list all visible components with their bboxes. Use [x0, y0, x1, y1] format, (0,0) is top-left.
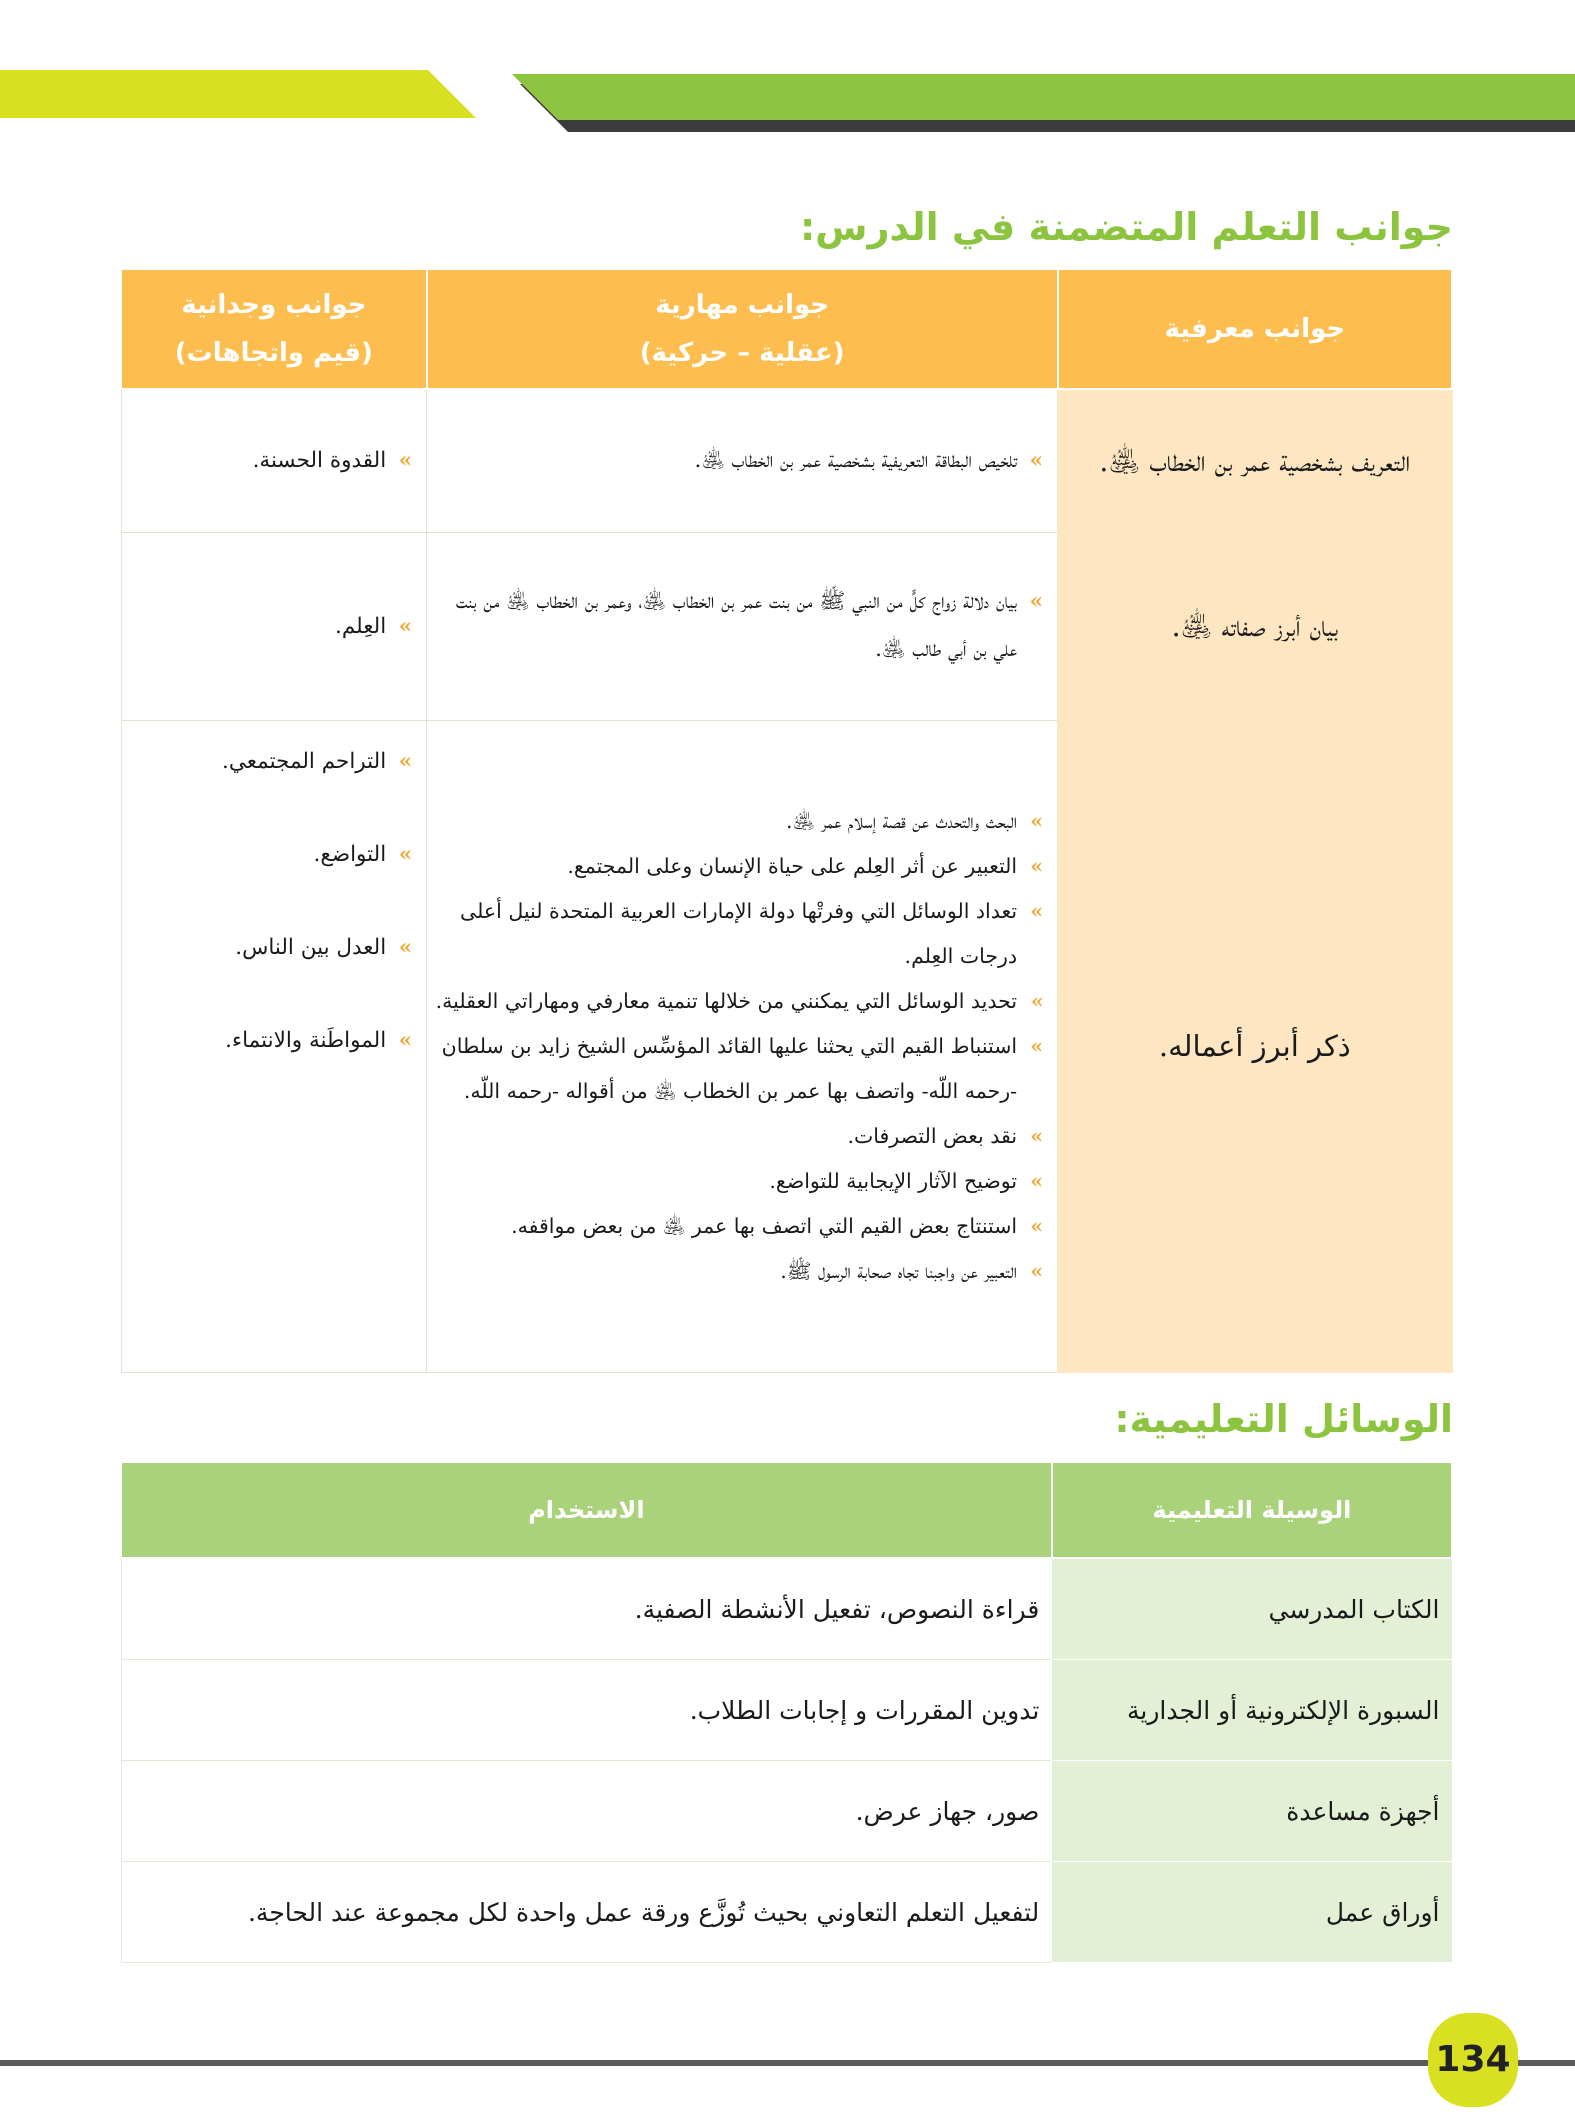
table-row: [121, 532, 1452, 720]
header-use: الاستخدام: [121, 1462, 1052, 1558]
skill-item: » استنباط القيم التي يحثنا عليها القائد المؤسِّس الشيخ زايد بن سلطان -رحمه اللّه- واتصف بها عمر بن الخطاب ﵁ من أقواله -رحمه اللّه.: [435, 1024, 1043, 1114]
header-tool: الوسيلة التعليمية: [1052, 1462, 1452, 1558]
affective-cell: [121, 532, 427, 720]
affective-item: » العِلم.: [130, 604, 413, 649]
table-row: [121, 720, 1452, 1372]
top-decorative-banner: [0, 0, 1575, 140]
affective-item: » التراحم المجتمعي.: [130, 739, 413, 784]
use-cell: تدوين المقررات و إجابات الطلاب.: [121, 1660, 1052, 1761]
cognitive-cell: بيان أبرز صفاته ﵁.: [1058, 532, 1452, 720]
teaching-aids-table: [120, 1461, 1453, 1963]
affective-item: » القدوة الحسنة.: [130, 438, 413, 483]
table-row: [121, 1862, 1452, 1963]
header-affective: جوانب وجدانية (قيم واتجاهات): [121, 269, 427, 389]
learning-table-header: [121, 269, 1452, 389]
header-skills: جوانب مهارية (عقلية – حركية): [427, 269, 1058, 389]
tool-cell: أجهزة مساعدة: [1052, 1761, 1452, 1862]
skills-cell: [427, 720, 1058, 1372]
skill-item: » تلخيص البطاقة التعريفية بشخصية عمر بن الخطاب ﵁.: [435, 438, 1043, 483]
skill-item: » البحث والتحدث عن قصة إسلام عمر ﵁.: [435, 799, 1043, 844]
header-cognitive: جوانب معرفية: [1058, 269, 1452, 389]
skill-item: » التعبير عن أثر العِلم على حياة الإنسان وعلى المجتمع.: [435, 844, 1043, 889]
skill-item: » نقد بعض التصرفات.: [435, 1114, 1043, 1159]
footer-divider: [0, 2060, 1575, 2066]
aids-table-header: [121, 1462, 1452, 1558]
use-cell: لتفعيل التعلم التعاوني بحيث تُوزَّع ورقة عمل واحدة لكل مجموعة عند الحاجة.: [121, 1862, 1052, 1963]
skill-item: » التعبير عن واجبنا تجاه صحابة الرسول ﷺ.: [435, 1249, 1043, 1294]
affective-item: » التواضع.: [130, 832, 413, 877]
skills-cell: [427, 389, 1058, 532]
affective-item: » العدل بين الناس.: [130, 925, 413, 970]
learning-aspects-table: [120, 268, 1453, 1373]
cognitive-cell: التعريف بشخصية عمر بن الخطاب ﵁.: [1058, 389, 1452, 532]
page-number-badge: 134: [1428, 2013, 1518, 2107]
skill-item: » تعداد الوسائل التي وفرتْها دولة الإمارات العربية المتحدة لنيل أعلى درجات العِلم.: [435, 889, 1043, 979]
affective-cell: [121, 389, 427, 532]
skills-cell: [427, 532, 1058, 720]
learning-aspects-title: جوانب التعلم المتضمنة في الدرس:: [799, 205, 1453, 249]
table-row: [121, 1761, 1452, 1862]
teaching-aids-title: الوسائل التعليمية:: [1114, 1397, 1453, 1441]
affective-cell: [121, 720, 427, 1372]
table-row: [121, 389, 1452, 532]
tool-cell: السبورة الإلكترونية أو الجدارية: [1052, 1660, 1452, 1761]
use-cell: صور، جهاز عرض.: [121, 1761, 1052, 1862]
affective-item: » المواطَنة والانتماء.: [130, 1018, 413, 1063]
tool-cell: أوراق عمل: [1052, 1862, 1452, 1963]
skill-item: » بيان دلالة زواج كلٍّ من النبي ﷺ من بنت عمر بن الخطاب ﵁، وعمر بن الخطاب ﵁ من بنت علي بن أبي طالب ﵁.: [435, 578, 1043, 674]
skill-item: » استنتاج بعض القيم التي اتصف بها عمر ﵁ من بعض مواقفه.: [435, 1204, 1043, 1249]
table-row: [121, 1660, 1452, 1761]
table-row: [121, 1558, 1452, 1660]
tool-cell: الكتاب المدرسي: [1052, 1558, 1452, 1660]
skill-item: » توضيح الآثار الإيجابية للتواضع.: [435, 1159, 1043, 1204]
use-cell: قراءة النصوص، تفعيل الأنشطة الصفية.: [121, 1558, 1052, 1660]
cognitive-cell: ذكر أبرز أعماله.: [1058, 720, 1452, 1372]
skill-item: » تحديد الوسائل التي يمكنني من خلالها تنمية معارفي ومهاراتي العقلية.: [435, 979, 1043, 1024]
